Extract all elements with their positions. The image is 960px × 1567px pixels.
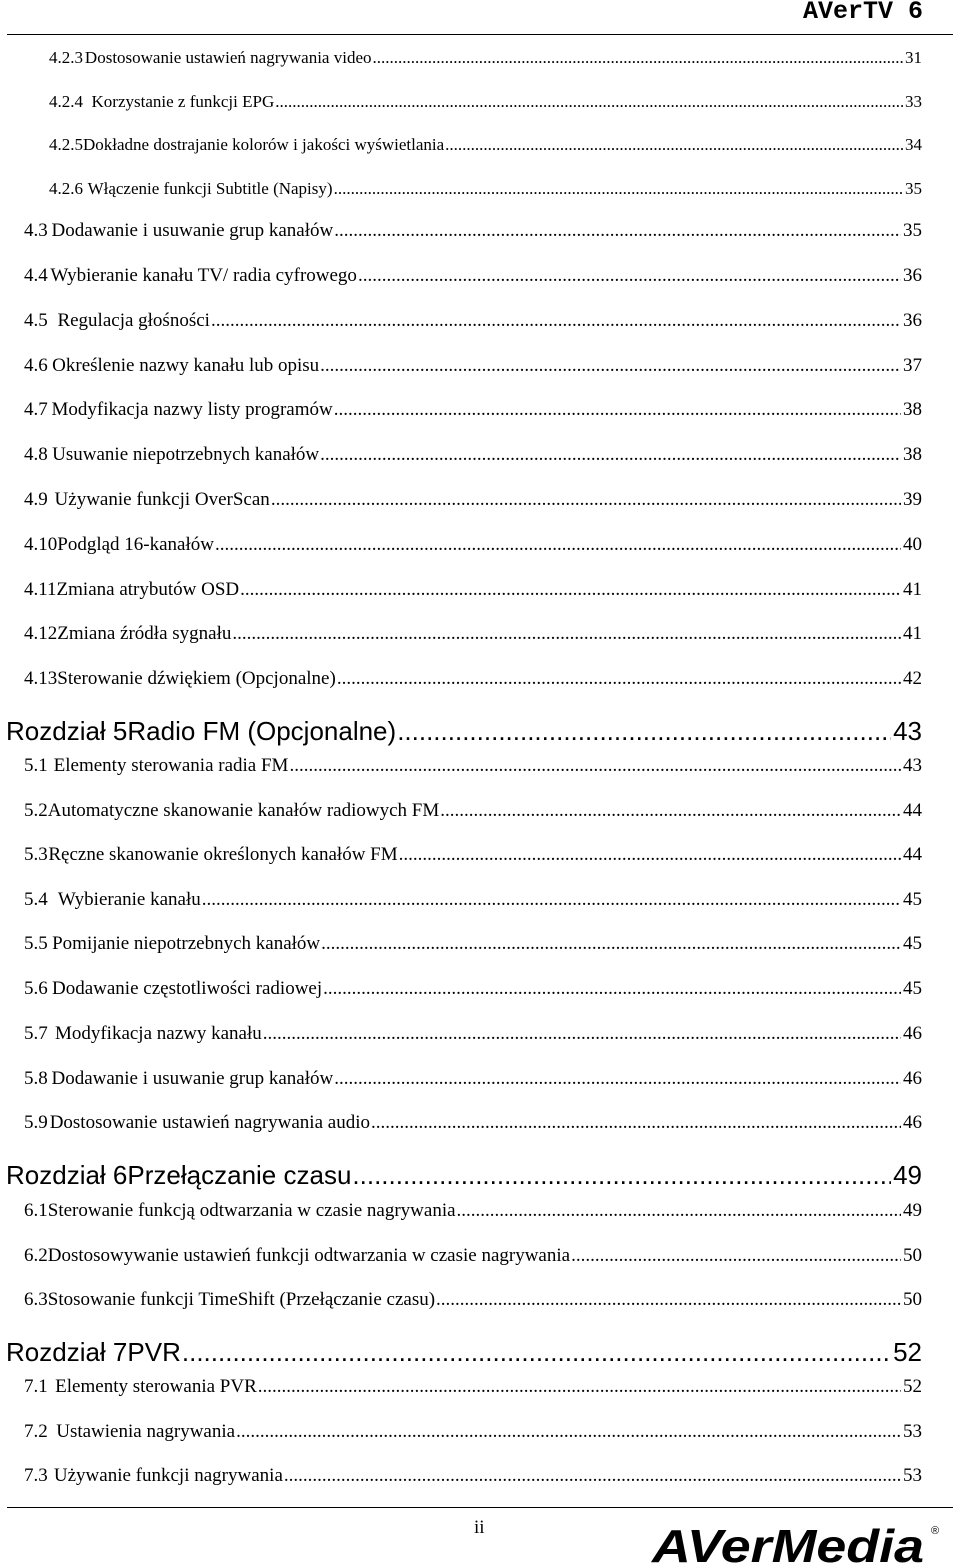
toc-entry-page: 38 xyxy=(903,444,922,465)
toc-dot-leader xyxy=(323,976,901,1002)
toc-entry-page: 38 xyxy=(903,399,922,420)
toc-entry-number: 5.3 xyxy=(24,844,48,865)
toc-dot-leader xyxy=(202,887,901,913)
toc-entry-number: 5.8 xyxy=(24,1068,48,1089)
toc-entry-page: 34 xyxy=(905,135,922,154)
toc-entry-page: 35 xyxy=(903,220,922,241)
toc-entry-number: 5.9 xyxy=(24,1112,48,1133)
toc-entry[interactable] xyxy=(0,1374,960,1400)
toc-entry-number: 7.1 xyxy=(24,1376,48,1397)
toc-entry-title: Zmiana źródła sygnału xyxy=(57,623,232,644)
toc-entry[interactable] xyxy=(0,218,960,244)
toc-entry[interactable] xyxy=(0,1463,960,1489)
toc-entry-number: 5.6 xyxy=(24,978,48,999)
toc-dot-leader xyxy=(358,263,901,289)
toc-entry-number: 4.2.3 xyxy=(49,48,83,67)
toc-entry-page: 50 xyxy=(903,1289,922,1310)
toc-entry-page: 31 xyxy=(905,48,922,67)
toc-dot-leader xyxy=(320,442,901,468)
toc-entry-title: Wybieranie kanału TV/ radia cyfrowego xyxy=(50,265,357,286)
toc-entry[interactable] xyxy=(0,798,960,824)
toc-dot-leader xyxy=(334,177,903,201)
toc-entry[interactable] xyxy=(0,442,960,468)
toc-entry-page: 49 xyxy=(903,1200,922,1221)
toc-entry-page: 53 xyxy=(903,1421,922,1442)
toc-entry-title: Dostosowanie ustawień nagrywania video xyxy=(84,48,372,67)
toc-entry-page: 52 xyxy=(893,1337,922,1367)
toc-entry-number: 5.5 xyxy=(24,933,48,954)
toc-entry[interactable] xyxy=(0,931,960,957)
toc-entry-number: 4.12 xyxy=(24,623,58,644)
toc-entry-number: 4.8 xyxy=(24,444,48,465)
toc-entry-number: 7.3 xyxy=(24,1465,48,1486)
toc-dot-leader xyxy=(289,753,901,779)
toc-entry[interactable] xyxy=(0,133,960,157)
toc-entry-page: 33 xyxy=(905,92,922,111)
toc-entry-title: Dodawanie i usuwanie grup kanałów xyxy=(51,1068,334,1089)
toc-entry-title: Stosowanie funkcji TimeShift (Przełączanie czasu) xyxy=(47,1289,436,1310)
toc-entry[interactable] xyxy=(0,1021,960,1047)
toc-entry-title: Dostosowywanie ustawień funkcji odtwarzania w czasie nagrywania xyxy=(47,1245,571,1266)
toc-entry-title: Dodawanie częstotliwości radiowej xyxy=(52,978,323,999)
toc-entry-number: 4.2.5 xyxy=(49,135,83,154)
toc-entry[interactable] xyxy=(0,532,960,558)
toc-dot-leader xyxy=(337,666,901,692)
registered-mark: ® xyxy=(931,1525,940,1537)
toc-entry-title: Dodawanie i usuwanie grup kanałów xyxy=(51,220,334,241)
toc-entry[interactable] xyxy=(0,397,960,423)
toc-dot-leader xyxy=(321,931,901,957)
toc-entry-title: Sterowanie dźwiękiem (Opcjonalne) xyxy=(57,668,336,689)
toc-entry[interactable] xyxy=(0,177,960,201)
toc-entry-number: 4.6 xyxy=(24,355,48,376)
toc-entry-title: Pomijanie niepotrzebnych kanałów xyxy=(52,933,321,954)
toc-entry-page: 46 xyxy=(903,1112,922,1133)
toc-dot-leader xyxy=(440,798,901,824)
toc-entry-title: Dokładne dostrajanie kolorów i jakości wyświetlania xyxy=(83,135,445,154)
toc-entry[interactable] xyxy=(0,1419,960,1445)
toc-entry-page: 46 xyxy=(903,1023,922,1044)
toc-entry-title: Modyfikacja nazwy listy programów xyxy=(51,399,333,420)
toc-entry-title: PVR xyxy=(127,1337,181,1367)
toc-entry-number: 5.1 xyxy=(24,755,48,776)
toc-entry-number: 4.13 xyxy=(24,668,58,689)
avermedia-logo xyxy=(650,1520,942,1566)
toc-entry-title: Elementy sterowania radia FM xyxy=(53,755,289,776)
toc-entry-page: 44 xyxy=(903,800,922,821)
toc-entry-number: 4.2.4 xyxy=(49,92,83,111)
toc-dot-leader xyxy=(211,308,901,334)
toc-entry[interactable] xyxy=(0,577,960,603)
toc-entry[interactable] xyxy=(0,353,960,379)
toc-dot-leader xyxy=(182,1333,891,1371)
toc-dot-leader xyxy=(232,621,901,647)
toc-entry[interactable] xyxy=(0,263,960,289)
toc-dot-leader xyxy=(571,1243,901,1269)
toc-dot-leader xyxy=(371,1110,901,1136)
toc-entry[interactable] xyxy=(0,46,960,70)
toc-entry-page: 50 xyxy=(903,1245,922,1266)
toc-dot-leader xyxy=(236,1419,901,1445)
toc-entry[interactable] xyxy=(0,842,960,868)
toc-dot-leader xyxy=(334,1066,901,1092)
toc-entry-title: Określenie nazwy kanału lub opisu xyxy=(52,355,320,376)
toc-entry-number: 6.1 xyxy=(24,1200,48,1221)
toc-entry[interactable] xyxy=(0,1110,960,1136)
toc-dot-leader xyxy=(240,577,901,603)
toc-entry-page: 44 xyxy=(903,844,922,865)
toc-entry-title: Modyfikacja nazwy kanału xyxy=(54,1023,262,1044)
toc-entry-page: 45 xyxy=(903,933,922,954)
toc-entry[interactable] xyxy=(0,753,960,779)
toc-entry-page: 37 xyxy=(903,355,922,376)
toc-dot-leader xyxy=(334,397,901,423)
toc-entry-number: Rozdział 5 xyxy=(6,716,128,746)
toc-entry-page: 36 xyxy=(903,265,922,286)
toc-entry-title: Używanie funkcji OverScan xyxy=(54,489,270,510)
toc-entry-page: 46 xyxy=(903,1068,922,1089)
toc-dot-leader xyxy=(320,353,901,379)
toc-entry-number: Rozdział 6 xyxy=(6,1160,128,1190)
toc-dot-leader xyxy=(215,532,901,558)
toc-dot-leader xyxy=(445,133,903,157)
toc-entry-page: 49 xyxy=(893,1160,922,1190)
toc-entry-page: 53 xyxy=(903,1465,922,1486)
toc-chapter-entry[interactable] xyxy=(0,1156,960,1194)
toc-entry-title: Dostosowanie ustawień nagrywania audio xyxy=(49,1112,370,1133)
footer-rule xyxy=(7,1507,953,1508)
toc-entry-page: 45 xyxy=(903,978,922,999)
footer-page-number: ii xyxy=(474,1517,485,1538)
toc-dot-leader xyxy=(399,842,901,868)
toc-entry-number: 6.2 xyxy=(24,1245,48,1266)
toc-entry-number: 5.4 xyxy=(24,889,48,910)
toc-entry-number: 7.2 xyxy=(24,1421,48,1442)
toc-entry-title: Włączenie funkcji Subtitle (Napisy) xyxy=(87,179,333,198)
toc-entry[interactable] xyxy=(0,90,960,114)
toc-dot-leader xyxy=(436,1287,901,1313)
toc-entry-title: Zmiana atrybutów OSD xyxy=(56,579,240,600)
toc-entry-title: Korzystanie z funkcji EPG xyxy=(91,92,275,111)
toc-entry-number: 4.9 xyxy=(24,489,48,510)
logo-wordmark: AVerMedia xyxy=(650,1520,924,1566)
toc-entry-number: 4.2.6 xyxy=(49,179,83,198)
toc-entry-number: 4.3 xyxy=(24,220,48,241)
toc-entry-number: 5.2 xyxy=(24,800,48,821)
toc-entry-title: Sterowanie funkcją odtwarzania w czasie nagrywania xyxy=(47,1200,456,1221)
toc-entry-page: 45 xyxy=(903,889,922,910)
toc-entry-title: Podgląd 16-kanałów xyxy=(57,534,214,555)
toc-entry-number: 4.4 xyxy=(24,265,48,286)
toc-entry[interactable] xyxy=(0,621,960,647)
toc-entry-title: Automatyczne skanowanie kanałów radiowych FM xyxy=(47,800,440,821)
toc-entry[interactable] xyxy=(0,887,960,913)
toc-dot-leader xyxy=(258,1374,901,1400)
toc-entry-number: 4.5 xyxy=(24,310,48,331)
toc-entry-page: 40 xyxy=(903,534,922,555)
toc-dot-leader xyxy=(263,1021,901,1047)
toc-entry-number: Rozdział 7 xyxy=(6,1337,128,1367)
toc-entry-number: 4.11 xyxy=(24,579,57,600)
toc-entry-number: 4.7 xyxy=(24,399,48,420)
toc-entry-title: Wybieranie kanału xyxy=(57,889,201,910)
toc-entry-page: 52 xyxy=(903,1376,922,1397)
toc-entry-page: 42 xyxy=(903,668,922,689)
toc-entry-title: Ręczne skanowanie określonych kanałów FM xyxy=(48,844,398,865)
toc-dot-leader xyxy=(373,46,904,70)
toc-entry[interactable] xyxy=(0,1066,960,1092)
toc-dot-leader xyxy=(457,1198,901,1224)
toc-entry-page: 43 xyxy=(903,755,922,776)
toc-entry-page: 36 xyxy=(903,310,922,331)
toc-entry-title: Elementy sterowania PVR xyxy=(55,1376,257,1397)
toc-entry-page: 43 xyxy=(893,716,922,746)
running-header-title: AVerTV 6 xyxy=(802,0,923,26)
toc-entry[interactable] xyxy=(0,308,960,334)
toc-entry-title: Usuwanie niepotrzebnych kanałów xyxy=(52,444,320,465)
toc-entry[interactable] xyxy=(0,1287,960,1313)
toc-dot-leader xyxy=(284,1463,901,1489)
toc-entry-page: 39 xyxy=(903,489,922,510)
toc-entry-number: 4.10 xyxy=(24,534,58,555)
toc-dot-leader xyxy=(352,1156,891,1194)
toc-entry-page: 35 xyxy=(905,179,922,198)
toc-entry[interactable] xyxy=(0,1198,960,1224)
toc-entry-title: Ustawienia nagrywania xyxy=(56,1421,236,1442)
toc-entry[interactable] xyxy=(0,487,960,513)
toc-dot-leader xyxy=(275,90,903,114)
toc-chapter-entry[interactable] xyxy=(0,712,960,750)
toc-entry-page: 41 xyxy=(903,579,922,600)
toc-entry-title: Przełączanie czasu xyxy=(127,1160,352,1190)
toc-entry-page: 41 xyxy=(903,623,922,644)
toc-entry-title: Regulacja głośności xyxy=(57,310,210,331)
toc-dot-leader xyxy=(334,218,901,244)
toc-entry-title: Używanie funkcji nagrywania xyxy=(53,1465,283,1486)
toc-entry[interactable] xyxy=(0,976,960,1002)
toc-entry[interactable] xyxy=(0,1243,960,1269)
toc-dot-leader xyxy=(271,487,901,513)
toc-entry-number: 5.7 xyxy=(24,1023,48,1044)
toc-entry-title: Radio FM (Opcjonalne) xyxy=(127,716,397,746)
toc-entry[interactable] xyxy=(0,666,960,692)
toc-dot-leader xyxy=(397,712,891,750)
toc-entry-number: 6.3 xyxy=(24,1289,48,1310)
toc-chapter-entry[interactable] xyxy=(0,1333,960,1371)
